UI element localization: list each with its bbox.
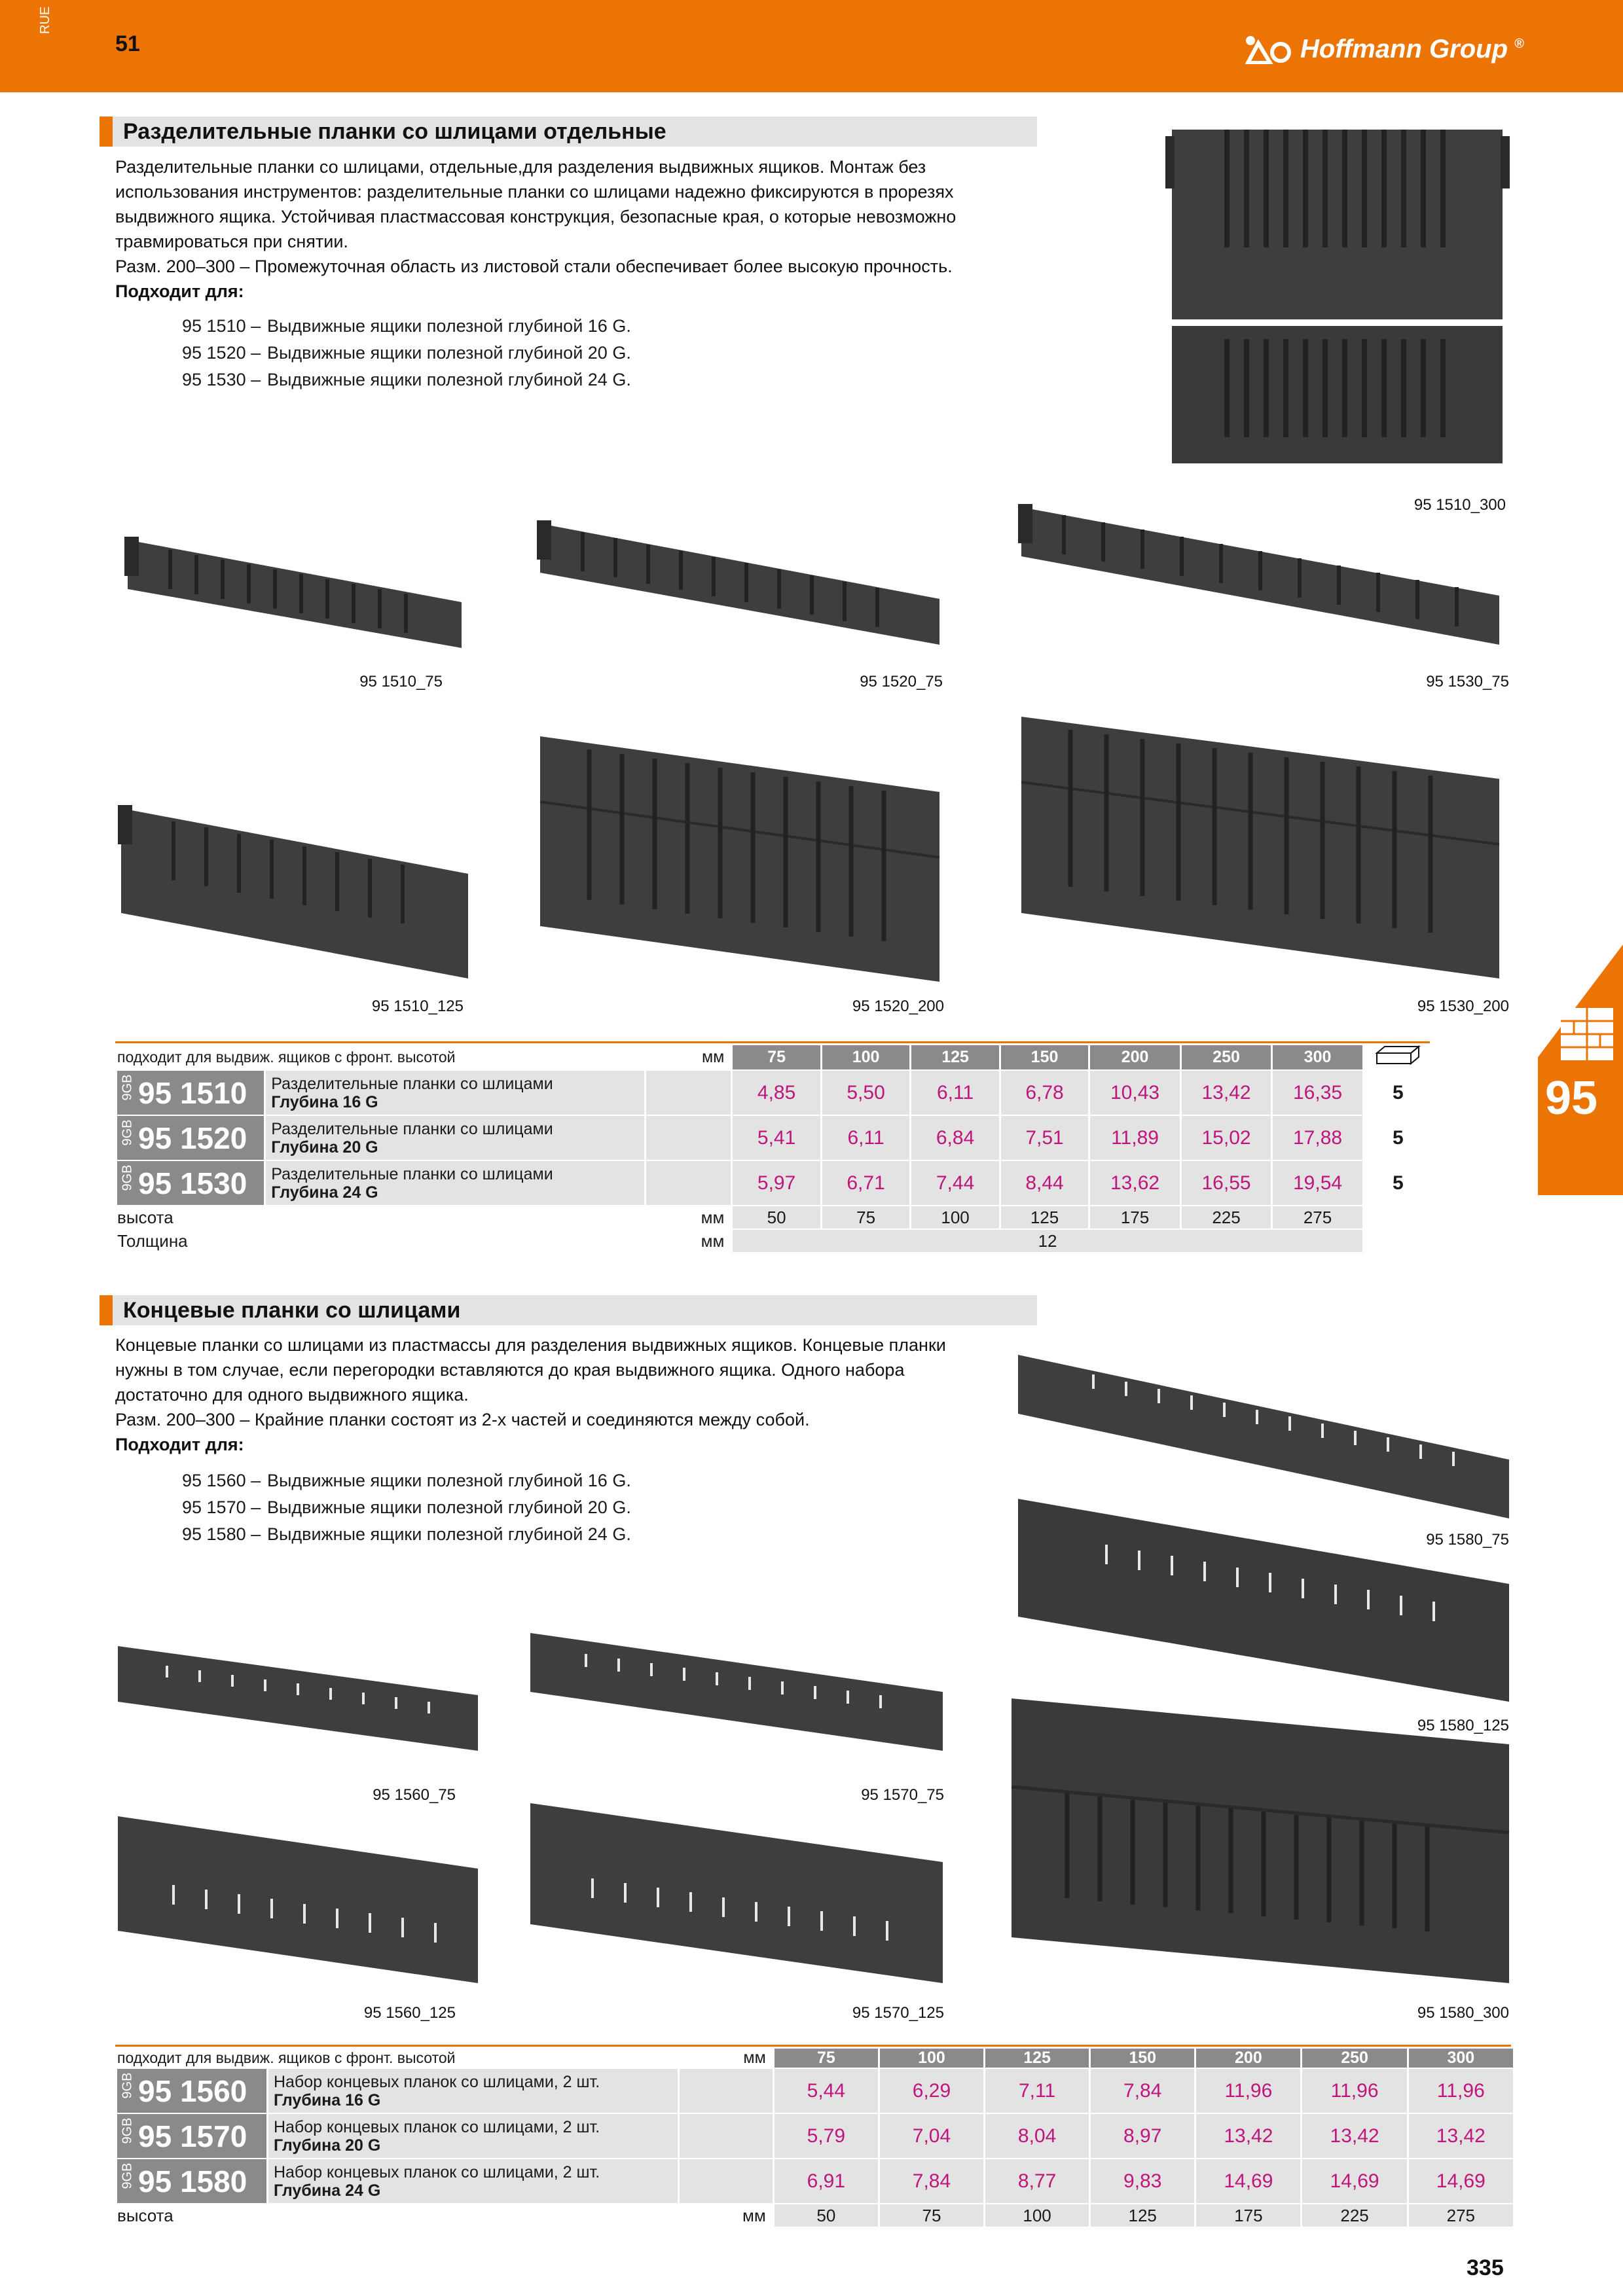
article-description [266, 1116, 644, 1160]
section-description [115, 154, 1045, 304]
description-line: достаточно для одного выдвижного ящика. [115, 1385, 469, 1405]
unit-label: мм [701, 1230, 725, 1251]
empty-cell [1364, 1206, 1432, 1229]
depth-label: Глубина 20 G [273, 2136, 381, 2155]
brand-name: Hoffmann Group [1300, 34, 1508, 63]
image-caption: 95 1570_125 [852, 2004, 944, 2022]
article-code [117, 2159, 266, 2203]
price-cell[interactable]: 7,84 [1091, 2069, 1194, 2113]
fits-text: Выдвижные ящики полезной глубиной 20 G. [267, 343, 631, 363]
fits-text: Выдвижные ящики полезной глубиной 24 G. [267, 1524, 631, 1544]
price-cell[interactable]: 13,42 [1196, 2114, 1300, 2158]
price-cell[interactable]: 17,88 [1273, 1116, 1362, 1160]
fits-label: Подходит для: [115, 281, 244, 301]
product-image-951530-75 [1012, 497, 1509, 648]
description-line: Разделительные планки со шлицами, отдельные,для разделения выдвижных ящиков. Монтаж без [115, 157, 926, 177]
height-cell: 225 [1302, 2204, 1406, 2227]
size-header: 125 [985, 2049, 1089, 2068]
pack-quantity: 5 [1393, 1081, 1404, 1103]
size-header: 300 [1273, 1045, 1362, 1069]
height-cell: 75 [822, 1206, 909, 1229]
header-label: подходит для выдвиж. ящиков с фронт. высотой [117, 1049, 456, 1066]
fits-item [182, 340, 771, 367]
fits-item [182, 367, 771, 393]
price-cell[interactable]: 10,43 [1090, 1071, 1180, 1115]
table-row[interactable] [117, 2114, 1513, 2158]
pack-quantity: 5 [1393, 1126, 1404, 1149]
fits-label: Подходит для: [115, 1435, 244, 1454]
description-line: Разделительные планки со шлицами [271, 1119, 553, 1138]
article-description [266, 1161, 644, 1205]
product-image-951520-200 [530, 730, 949, 992]
price-cell[interactable]: 14,69 [1409, 2159, 1513, 2203]
image-caption: 95 1580_125 [1417, 1717, 1509, 1734]
height-cell: 100 [911, 1206, 998, 1229]
price-cell[interactable]: 11,96 [1196, 2069, 1300, 2113]
chapter-number: 95 [1545, 1072, 1598, 1124]
price-cell[interactable]: 7,44 [911, 1161, 998, 1205]
price-cell[interactable]: 4,85 [733, 1071, 820, 1115]
article-number: 95 1510 [138, 1075, 247, 1110]
height-cell: 175 [1196, 2204, 1300, 2227]
description-line: Разделительные планки со шлицами [271, 1074, 553, 1093]
description-line: Набор концевых планок со шлицами, 2 шт. [273, 2162, 600, 2181]
box-icon [1374, 1045, 1421, 1065]
product-image-951570-75 [527, 1626, 946, 1757]
section-description [115, 1333, 1045, 1457]
table-row[interactable] [117, 1116, 1432, 1160]
price-cell[interactable]: 16,55 [1182, 1161, 1271, 1205]
unit-label: мм [701, 1048, 725, 1066]
depth-label: Глубина 24 G [271, 1183, 378, 1202]
unit-label: мм [742, 2205, 766, 2225]
description-line: нужны в том случае, если перегородки вставляются до края выдвижного ящика. Одного набора [115, 1360, 905, 1380]
article-description [268, 2159, 678, 2203]
price-cell[interactable]: 13,42 [1302, 2114, 1406, 2158]
description-line: Набор концевых планок со шлицами, 2 шт. [273, 2072, 600, 2091]
chapter-tab [1538, 944, 1623, 1195]
fits-item [182, 1494, 771, 1521]
size-header: 250 [1182, 1045, 1271, 1069]
description-line: выдвижного ящика. Устойчивая пластмассовая конструкция, безопасные края, о которые невозможно [115, 207, 957, 226]
table-row[interactable] [117, 2159, 1513, 2203]
height-cell: 50 [775, 2204, 878, 2227]
height-cell: 75 [880, 2204, 983, 2227]
gb-label: 9GB [120, 1119, 135, 1146]
fits-text: Выдвижные ящики полезной глубиной 24 G. [267, 370, 631, 389]
depth-label: Глубина 16 G [271, 1092, 378, 1111]
image-caption: 95 1560_75 [373, 1786, 456, 1804]
height-cell: 50 [733, 1206, 820, 1229]
heading-accent [100, 117, 113, 147]
gb-label: 9GB [120, 2162, 135, 2189]
image-caption: 95 1520_75 [860, 673, 943, 691]
unit-label: мм [701, 1207, 725, 1227]
height-cell: 225 [1182, 1206, 1271, 1229]
fits-number: 95 1580 – [182, 1524, 261, 1544]
article-description [268, 2114, 678, 2158]
image-caption: 95 1510_125 [371, 997, 464, 1015]
height-label: высота [117, 2205, 173, 2225]
price-cell[interactable]: 5,41 [733, 1116, 820, 1160]
brand-logo[interactable] [1244, 33, 1524, 65]
price-cell[interactable]: 11,96 [1409, 2069, 1513, 2113]
price-cell[interactable]: 8,44 [1001, 1161, 1088, 1205]
size-header: 100 [880, 2049, 983, 2068]
unit-label: мм [743, 2049, 766, 2067]
size-header: 75 [775, 2049, 878, 2068]
size-header: 125 [911, 1045, 998, 1069]
page-reference: 51 [115, 31, 140, 56]
size-header: 150 [1091, 2049, 1194, 2068]
fits-number: 95 1560 – [182, 1471, 261, 1490]
fits-number: 95 1530 – [182, 370, 261, 389]
image-caption: 95 1510_300 [1413, 496, 1506, 514]
price-cell[interactable]: 15,02 [1182, 1116, 1271, 1160]
header-label: подходит для выдвиж. ящиков с фронт. высотой [117, 2049, 456, 2066]
price-cell[interactable]: 13,62 [1090, 1161, 1180, 1205]
article-number: 95 1570 [138, 2119, 247, 2153]
article-number: 95 1560 [138, 2073, 247, 2108]
height-cell: 125 [1091, 2204, 1194, 2227]
image-caption: 95 1560_125 [363, 2004, 456, 2022]
article-code [117, 1161, 264, 1205]
description-line: Разм. 200–300 – Крайние планки состоят из 2-х частей и соединяются между собой. [115, 1410, 810, 1429]
product-image-951580-125 [1015, 1492, 1512, 1708]
price-cell[interactable]: 7,04 [880, 2114, 983, 2158]
spacer-cell [646, 1116, 731, 1160]
hoffmann-logo-icon [1244, 34, 1294, 64]
product-image-951560-75 [115, 1640, 481, 1757]
price-cell[interactable]: 6,11 [822, 1116, 909, 1160]
fits-text: Выдвижные ящики полезной глубиной 16 G. [267, 316, 631, 336]
article-description [268, 2069, 678, 2113]
article-code [117, 1116, 264, 1160]
price-table-end-bars [115, 2047, 1515, 2228]
height-cell: 275 [1273, 1206, 1362, 1229]
image-caption: 95 1520_200 [852, 997, 944, 1015]
thickness-row [117, 1230, 1432, 1252]
spacer-cell [680, 2159, 772, 2203]
price-cell[interactable]: 6,29 [880, 2069, 983, 2113]
spacer-cell [680, 2114, 772, 2158]
section-title: Концевые планки со шлицами [123, 1298, 461, 1323]
price-cell[interactable]: 9,83 [1091, 2159, 1194, 2203]
description-line: Разм. 200–300 – Промежуточная область из листовой стали обеспечивает более высокую прочность. [115, 257, 953, 276]
size-header: 200 [1090, 1045, 1180, 1069]
price-cell[interactable]: 14,69 [1302, 2159, 1406, 2203]
empty-cell [1364, 1230, 1432, 1252]
article-number: 95 1520 [138, 1121, 247, 1155]
height-cell: 100 [985, 2204, 1089, 2227]
fits-item [182, 1467, 771, 1494]
table-row[interactable] [117, 1161, 1432, 1205]
height-cell: 125 [1001, 1206, 1088, 1229]
price-cell[interactable]: 11,89 [1090, 1116, 1180, 1160]
price-cell[interactable]: 6,84 [911, 1116, 998, 1160]
spacer-cell [646, 1071, 731, 1115]
price-cell[interactable]: 7,84 [880, 2159, 983, 2203]
gb-label: 9GB [120, 2117, 135, 2144]
product-image-951510-125 [115, 802, 475, 985]
gb-label: 9GB [120, 1164, 135, 1191]
height-label: высота [117, 1207, 173, 1227]
section-heading [100, 117, 1037, 147]
price-cell[interactable]: 6,91 [775, 2159, 878, 2203]
article-number: 95 1530 [138, 1166, 247, 1200]
image-caption: 95 1530_200 [1417, 997, 1509, 1015]
depth-label: Глубина 16 G [273, 2090, 381, 2109]
product-image-951520-75 [530, 514, 949, 645]
price-cell[interactable]: 6,11 [911, 1071, 998, 1115]
fits-number: 95 1520 – [182, 343, 261, 363]
price-cell[interactable]: 16,35 [1273, 1071, 1362, 1115]
product-image-951510-75 [118, 530, 471, 655]
table-top-rule [115, 2045, 1511, 2047]
product-image-951510-300 [1165, 117, 1512, 490]
heading-accent [100, 1295, 113, 1325]
brand-mark: ® [1514, 37, 1524, 51]
size-header: 75 [733, 1045, 820, 1069]
product-image-951580-300 [1008, 1695, 1512, 1990]
table-row[interactable] [117, 1071, 1432, 1115]
price-cell[interactable]: 6,71 [822, 1161, 909, 1205]
size-header: 250 [1302, 2049, 1406, 2068]
pack-header [1364, 1045, 1432, 1069]
product-image-951570-125 [527, 1800, 946, 1990]
height-cell: 175 [1090, 1206, 1180, 1229]
fits-number: 95 1570 – [182, 1498, 261, 1517]
drawer-system-icon [1561, 1008, 1613, 1060]
section-title: Разделительные планки со шлицами отдельные [123, 119, 666, 144]
language-code: RUE [38, 6, 52, 34]
size-header: 200 [1196, 2049, 1300, 2068]
page-number: 335 [1467, 2255, 1504, 2280]
spacer-cell [646, 1161, 731, 1205]
fits-text: Выдвижные ящики полезной глубиной 20 G. [267, 1498, 631, 1517]
fits-list [182, 1467, 771, 1548]
article-code [117, 1071, 264, 1115]
section-heading [100, 1295, 1037, 1325]
description-line: Набор концевых планок со шлицами, 2 шт. [273, 2117, 600, 2136]
price-cell[interactable]: 5,79 [775, 2114, 878, 2158]
article-description [266, 1071, 644, 1115]
depth-label: Глубина 24 G [273, 2181, 381, 2200]
thickness-value: 12 [733, 1230, 1362, 1252]
product-image-951530-200 [1012, 710, 1509, 985]
fits-list [182, 313, 771, 393]
price-cell[interactable]: 13,42 [1409, 2114, 1513, 2158]
spacer-cell [680, 2069, 772, 2113]
table-row[interactable] [117, 2069, 1513, 2113]
height-row [117, 2204, 1513, 2227]
price-table-separators [115, 1044, 1434, 1253]
description-line: Разделительные планки со шлицами [271, 1164, 553, 1183]
image-caption: 95 1530_75 [1426, 673, 1509, 691]
thickness-label: Толщина [117, 1230, 188, 1251]
fits-item [182, 313, 771, 340]
description-line: Концевые планки со шлицами из пластмассы для разделения выдвижных ящиков. Концевые планки [115, 1335, 946, 1355]
price-cell[interactable]: 8,77 [985, 2159, 1089, 2203]
price-cell[interactable]: 19,54 [1273, 1161, 1362, 1205]
image-caption: 95 1580_75 [1426, 1531, 1509, 1549]
table-header-row [117, 1045, 1432, 1069]
image-caption: 95 1570_75 [861, 1786, 944, 1804]
price-cell[interactable]: 8,04 [985, 2114, 1089, 2158]
table-top-rule [115, 1041, 1430, 1043]
gb-label: 9GB [120, 1074, 135, 1101]
image-caption: 95 1580_300 [1417, 2004, 1509, 2022]
price-cell[interactable]: 13,42 [1182, 1071, 1271, 1115]
pack-quantity: 5 [1393, 1172, 1404, 1194]
gb-label: 9GB [120, 2072, 135, 2099]
fits-number: 95 1510 – [182, 316, 261, 336]
price-cell[interactable]: 8,97 [1091, 2114, 1194, 2158]
price-cell[interactable]: 5,44 [775, 2069, 878, 2113]
price-cell[interactable]: 5,97 [733, 1161, 820, 1205]
size-header: 150 [1001, 1045, 1088, 1069]
height-row [117, 1206, 1432, 1229]
price-cell[interactable]: 14,69 [1196, 2159, 1300, 2203]
image-caption: 95 1510_75 [359, 673, 443, 691]
article-code [117, 2114, 266, 2158]
description-line: травмироваться при снятии. [115, 232, 348, 251]
product-image-951560-125 [115, 1813, 481, 1990]
price-cell[interactable]: 6,78 [1001, 1071, 1088, 1115]
size-header: 100 [822, 1045, 909, 1069]
article-code [117, 2069, 266, 2113]
fits-item [182, 1521, 771, 1548]
price-cell[interactable]: 7,51 [1001, 1116, 1088, 1160]
height-cell: 275 [1409, 2204, 1513, 2227]
price-cell[interactable]: 7,11 [985, 2069, 1089, 2113]
article-number: 95 1580 [138, 2164, 247, 2198]
description-line: использования инструментов: разделительные планки со шлицами надежно фиксируются в прорезях [115, 182, 954, 202]
fits-text: Выдвижные ящики полезной глубиной 16 G. [267, 1471, 631, 1490]
price-cell[interactable]: 5,50 [822, 1071, 909, 1115]
price-cell[interactable]: 11,96 [1302, 2069, 1406, 2113]
table-header-row [117, 2049, 1513, 2068]
depth-label: Глубина 20 G [271, 1138, 378, 1157]
size-header: 300 [1409, 2049, 1513, 2068]
